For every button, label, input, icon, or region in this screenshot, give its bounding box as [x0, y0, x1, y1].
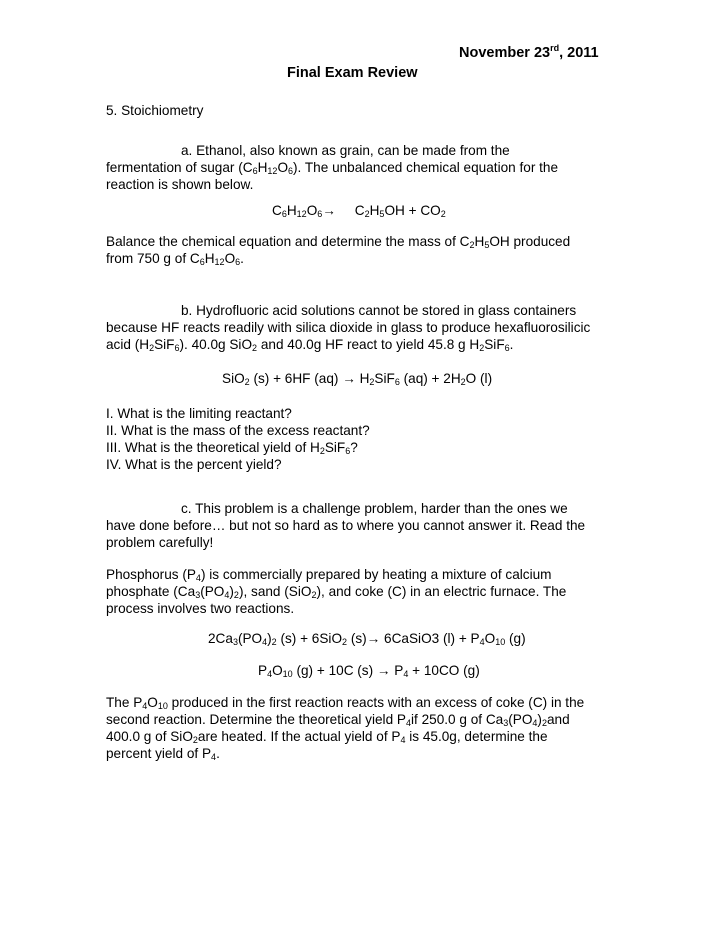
part-c-line-1: c. This problem is a challenge problem, harder than the ones we [181, 501, 568, 516]
page-title: Final Exam Review [287, 65, 418, 81]
part-c-para2-line-1: Phosphorus $(P_4)$ is commercially prepared by heating a mixture of calcium [106, 567, 552, 583]
question-3: III. What is the theoretical yield of $H_2SiF_6$? [106, 440, 358, 456]
section-title: 5. Stoichiometry [106, 103, 204, 118]
part-a-question-line-1: Balance the chemical equation and determine the mass of $C_2H_5OH$ produced [106, 234, 571, 250]
part-b-line-1: b. Hydrofluoric acid solutions cannot be stored in glass containers [181, 303, 577, 318]
part-a-line-1: a. Ethanol, also known as grain, can be made from the [181, 143, 510, 158]
part-a-line-3: reaction is shown below. [106, 177, 254, 192]
part-c-line-3: problem carefully! [106, 535, 214, 550]
part-c-para3-line-4: percent yield of $P_4$. [106, 746, 220, 762]
part-a-question-line-2: from 750 g of $C_6H_{12}O_6$. [106, 251, 244, 267]
equation-b: SiO$_2$ (s) + 6HF $(aq) \to H_2SiF_6$ $(aq) + 2H_2O$ (l) [222, 371, 493, 387]
date: November 23rd, 2011 [459, 43, 599, 61]
equation-c2: $P_4O_{10}$ (g) + 10C $(s) \to P_4 + 10CO$ (g) [258, 663, 480, 679]
part-c-para3-line-1: The $P_4O_{10}$ produced in the first reaction reacts with an excess of coke (C) in the [106, 695, 585, 711]
equation-c1: $2Ca_3(PO_4)_2$ (s) + 6SiO$_2$ (s)→ 6CaSiO3 $(l) + P_4O_{10}$ (g) [208, 631, 526, 647]
part-c-para2-line-3: process involves two reactions. [106, 601, 295, 616]
equation-a: $C_6H_{12}O_6\to$ $C_2H_5OH + CO_2$ [272, 203, 446, 219]
part-b-line-2: because HF reacts readily with silica dioxide in glass to produce hexafluorosilicic [106, 320, 591, 335]
part-c-line-2: have done before… but not so hard as to where you cannot answer it. Read the [106, 518, 586, 533]
question-4: IV. What is the percent yield? [106, 457, 282, 472]
part-b-line-3: acid $(H_2SiF_6)$. 40.0g SiO$_2$ and 40.0g HF react to yield 45.8 g $H_2SiF_6$. [106, 337, 514, 353]
question-2: II. What is the mass of the excess reactant? [106, 423, 370, 438]
part-c-para2-line-2: phosphate $(Ca_3(PO_4)_2)$, sand (SiO$_2$), and coke (C) in an electric furnace. The [106, 584, 567, 600]
part-c-para3-line-2: second reaction. Determine the theoretical yield $P_4if$ 250.0 g of $Ca_3(PO_4)_2and$ [106, 712, 570, 728]
part-a-line-2: fermentation of sugar $(C_6H_{12}O_6)$. The unbalanced chemical equation for the [106, 160, 559, 176]
question-1: I. What is the limiting reactant? [106, 406, 292, 421]
part-c-para3-line-3: 400.0 g of SiO$_2$are heated. If the actual yield of $P_4$ is 45.0g, determine the [106, 729, 548, 745]
